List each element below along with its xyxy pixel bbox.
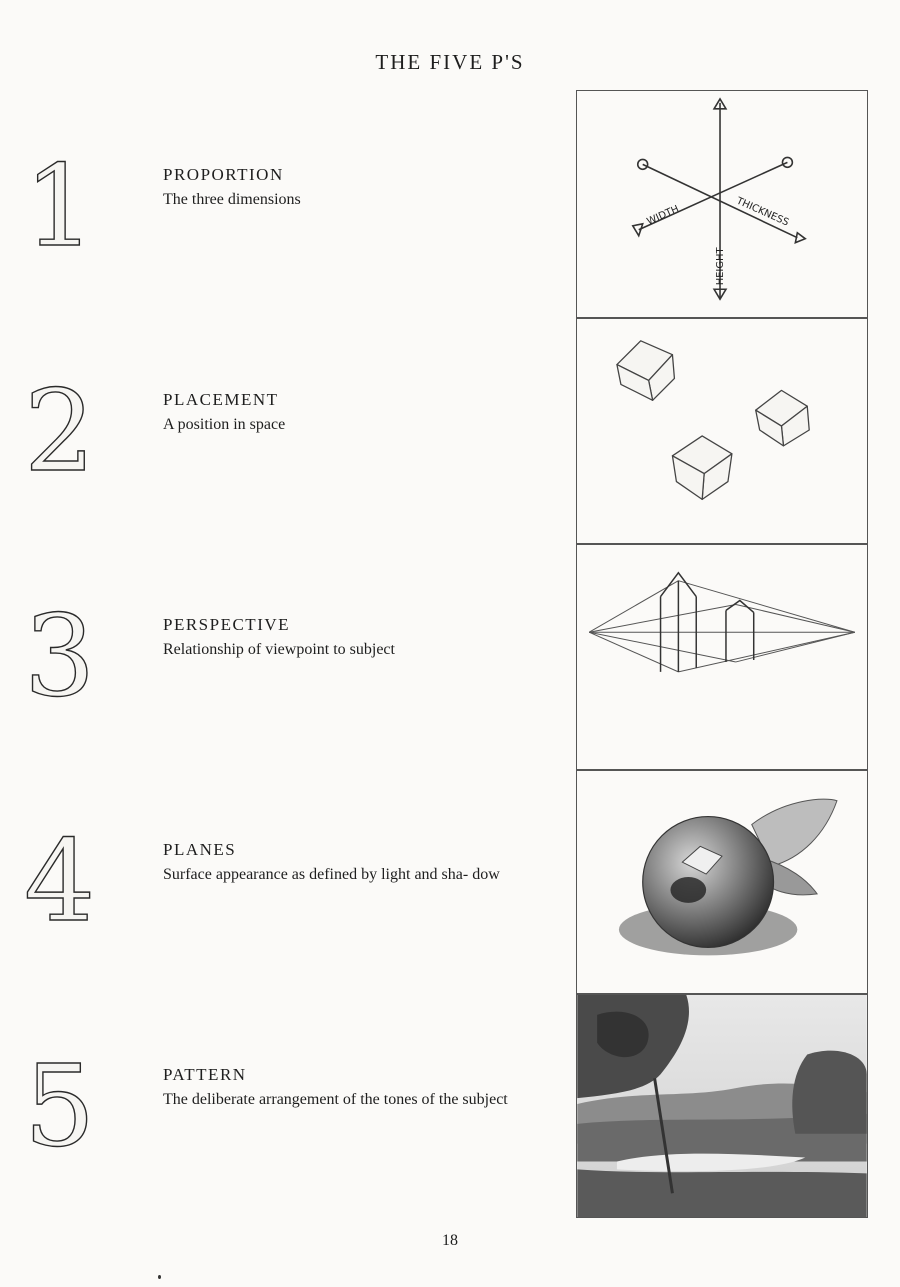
numeral-4: 4	[24, 817, 96, 947]
numeral-2: 2	[24, 367, 96, 497]
entry-perspective	[0, 592, 570, 735]
entry-description: The three dimensions	[163, 191, 301, 208]
proportion-illustration	[576, 90, 868, 318]
floating-cubes	[577, 319, 867, 543]
entry-description: Relationship of viewpoint to subject	[163, 641, 395, 658]
perspective-house	[577, 545, 867, 769]
entry-heading: PROPORTION	[163, 165, 284, 184]
entry-pattern	[0, 1042, 570, 1185]
shaded-fruit	[577, 771, 867, 993]
numeral-3: 3	[24, 592, 96, 722]
three-dimensions-axes	[577, 91, 867, 317]
landscape-scene	[577, 995, 867, 1217]
label-width: WIDTH	[645, 203, 681, 228]
pattern-illustration	[576, 994, 868, 1218]
entry-heading: PERSPECTIVE	[163, 615, 291, 634]
placement-illustration	[576, 318, 868, 544]
numeral-5: 5	[24, 1042, 96, 1172]
entry-proportion	[0, 142, 570, 285]
illustration-column	[576, 90, 868, 1218]
perspective-illustration	[576, 544, 868, 770]
planes-illustration	[576, 770, 868, 994]
page-number: 18	[442, 1232, 458, 1249]
entry-planes	[0, 817, 570, 960]
entry-description: A position in space	[163, 416, 286, 433]
page-speck	[158, 1275, 161, 1279]
entry-description: Surface appearance as defined by light and sha- dow	[163, 866, 500, 883]
entry-heading: PLANES	[163, 840, 237, 859]
numeral-1: 1	[24, 142, 96, 272]
entry-heading: PATTERN	[163, 1065, 247, 1084]
entry-description: The deliberate arrangement of the tones of the subject	[163, 1091, 508, 1108]
label-thickness: THICKNESS	[734, 195, 791, 229]
entry-heading: PLACEMENT	[163, 390, 279, 409]
label-height: HEIGHT	[714, 247, 726, 286]
page-title: THE FIVE P'S	[375, 50, 525, 74]
entry-placement	[0, 367, 570, 510]
